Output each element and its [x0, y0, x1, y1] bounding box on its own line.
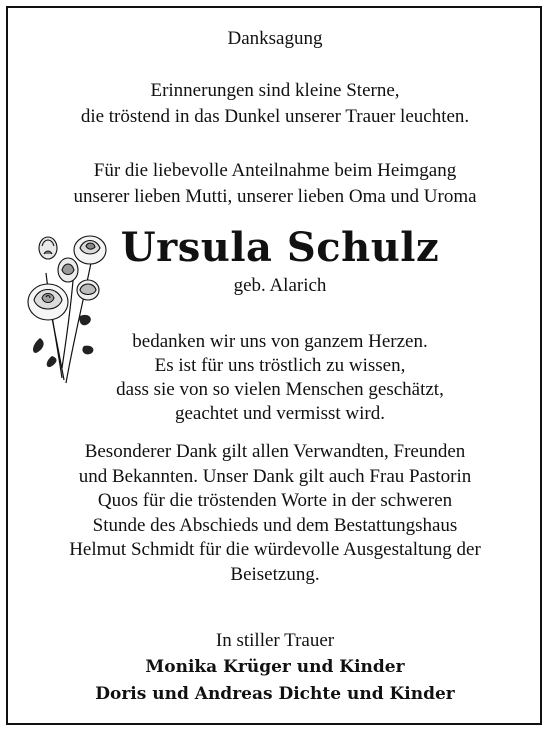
special-thanks-line: Beisetzung.: [230, 563, 320, 585]
closing-phrase: In stiller Trauer: [215, 630, 335, 651]
thanks-line: geachtet und vermisst wird.: [174, 403, 385, 424]
notice-heading: Danksagung: [227, 28, 323, 49]
special-thanks-line: Besonderer Dank gilt allen Verwandten, Freunden: [84, 441, 466, 462]
thanks-line: Es ist für uns tröstlich zu wissen,: [154, 355, 406, 376]
intro-text: [0, 158, 550, 210]
maiden-name: geb. Alarich: [233, 275, 327, 296]
memorial-quote: [0, 78, 550, 130]
deceased-name: Ursula Schulz: [120, 224, 440, 271]
quote-line: die tröstend in das Dunkel unserer Trauer leuchten.: [80, 106, 470, 127]
special-thanks-text: [20, 440, 530, 587]
thanks-line: bedanken wir uns von ganzem Herzen.: [132, 331, 428, 352]
closing-block: [0, 628, 550, 708]
special-thanks-line: Quos für die tröstenden Worte in der schweren: [97, 490, 453, 511]
quote-line: Erinnerungen sind kleine Sterne,: [150, 80, 400, 101]
intro-line: unserer lieben Mutti, unserer lieben Oma und Uroma: [73, 186, 477, 207]
special-thanks-line: Helmut Schmidt für die würdevolle Ausgestaltung der: [69, 539, 481, 560]
signer-name: Doris und Andreas Dichte und Kinder: [95, 684, 455, 704]
intro-line: Für die liebevolle Anteilnahme beim Heimgang: [93, 160, 457, 181]
thanks-line: dass sie von so vielen Menschen geschätzt,: [116, 379, 444, 400]
special-thanks-line: Stunde des Abschieds und dem Bestattungshaus: [92, 514, 458, 536]
signer-name: Monika Krüger und Kinder: [145, 657, 405, 677]
special-thanks-line: und Bekannten. Unser Dank gilt auch Frau Pastorin: [78, 465, 472, 487]
thanks-text: [60, 330, 500, 426]
